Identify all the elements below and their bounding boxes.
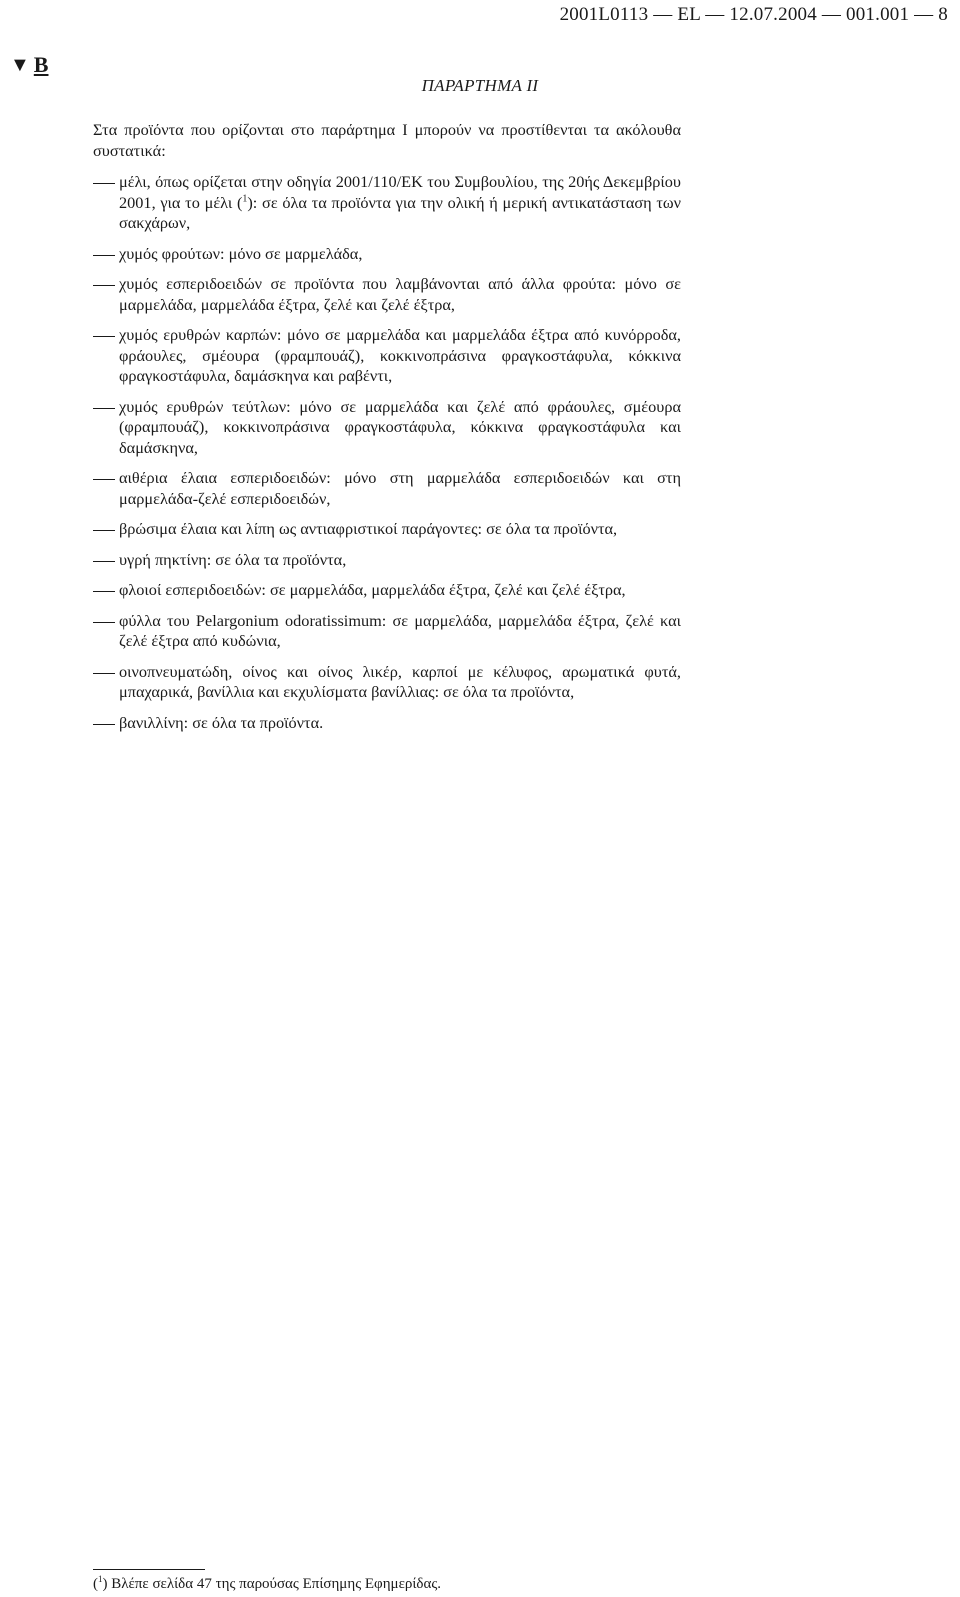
list-item-text-part: μέλι, όπως ορίζεται στην οδηγία 2001/110/ΕΚ του Συμβουλίου, της 20ής Δεκεμβρίου 2001, για το μέλι ( (119, 172, 681, 212)
list-item-text-part: βρώσιμα έλαια και λίπη ως αντιαφριστικοί παράγοντες: σε όλα τα προϊόντα, (119, 519, 618, 538)
list-item-text-part: υγρή πηκτίνη: σε όλα τα προϊόντα, (119, 549, 347, 569)
list-item-text (119, 580, 681, 601)
list-item-text-part: ): σε όλα τα προϊόντα για την ολική ή μερική αντικατάσταση των σακχάρων, (119, 192, 681, 232)
separator-dash: — (914, 4, 939, 25)
list-item-text (119, 325, 681, 387)
list-item-text-part: φλοιοί εσπεριδοειδών: σε μαρμελάδα, μαρμελάδα έξτρα, ζελέ και ζελέ έξτρα, (119, 580, 626, 599)
list-item-text (119, 519, 681, 540)
doc-id: 2001L0113 (559, 4, 649, 25)
list-item (93, 611, 681, 652)
amendment-marker (10, 52, 48, 78)
list-item (93, 172, 681, 234)
list-item-text-part: χυμός φρούτων: μόνο σε μαρμελάδα, (119, 243, 363, 263)
em-dash-bullet (93, 591, 115, 592)
separator-dash: — (705, 4, 730, 25)
list-item (93, 580, 681, 601)
em-dash-bullet (93, 255, 115, 256)
list-item (93, 519, 681, 540)
em-dash-bullet (93, 183, 115, 184)
list-item-text (119, 397, 681, 459)
em-dash-bullet (93, 673, 115, 674)
list-item-text-part: αιθέρια έλαια εσπεριδοειδών: μόνο στη μαρμελάδα εσπεριδοειδών και στη μαρμελάδα-ζελέ εσπεριδοειδών, (119, 468, 681, 508)
em-dash-bullet (93, 724, 115, 725)
list-item-text-part: χυμός ερυθρών τεύτλων: μόνο σε μαρμελάδα και ζελέ από φράουλες, σμέουρα (φραμπουάζ), κοκκινοπράσινα φραγκοστάφυλα, κόκκινα φραγκοστάφυλα και δαμάσκηνα, (119, 396, 681, 457)
list-item (93, 713, 681, 734)
doc-date: 12.07.2004 (729, 4, 817, 25)
em-dash-bullet (93, 479, 115, 480)
list-item-text (119, 611, 681, 652)
em-dash-bullet (93, 408, 115, 409)
list-item-text-part: χυμός ερυθρών καρπών: μόνο σε μαρμελάδα και μαρμελάδα έξτρα από κυνόρροδα, φράουλες, σμέουρα (φραμπουάζ), κοκκινοπράσινα φραγκοστάφυλα, κόκκινα φραγκοστάφυλα, δαμάσκηνα και ραβέντι, (119, 325, 681, 385)
list-item-text (119, 550, 681, 571)
list-item-text-part: φύλλα του Pelargonium odoratissimum: σε μαρμελάδα, μαρμελάδα έξτρα, ζελέ και ζελέ έξτρα από κυδώνια, (119, 610, 681, 650)
separator-dash: — (653, 4, 678, 25)
page-header (560, 4, 948, 26)
amendment-marker-label: B (33, 52, 49, 77)
list-item-text (119, 468, 681, 509)
doc-language: EL (677, 4, 701, 25)
footnote-marker: ($^1$) (93, 1574, 108, 1592)
list-item-text (119, 713, 681, 734)
em-dash-bullet (93, 336, 115, 337)
triangle-down-icon: ▼ (10, 53, 30, 76)
footnote-reference: 1 (242, 193, 248, 205)
doc-version: 001.001 (846, 4, 910, 25)
list-item-text (119, 172, 681, 234)
footnote (93, 1574, 441, 1593)
list-item-text (119, 662, 681, 703)
list-item-text (119, 274, 681, 315)
list-item (93, 468, 681, 509)
annex-body (93, 120, 681, 743)
list-item (93, 244, 681, 265)
list-item (93, 274, 681, 315)
footnote-text: Βλέπε σελίδα 47 της παρούσας Επίσημης Εφημερίδας. (111, 1576, 442, 1592)
list-item (93, 550, 681, 571)
em-dash-bullet (93, 285, 115, 286)
list-item (93, 397, 681, 459)
separator-dash: — (821, 4, 847, 25)
list-item (93, 325, 681, 387)
annex-intro: Στα προϊόντα που ορίζονται στο παράρτημα I μπορούν να προστίθενται τα ακόλουθα συστατικά: (93, 120, 681, 160)
list-item-text-part: χυμός εσπεριδοειδών σε προϊόντα που λαμβάνονται από άλλα φρούτα: μόνο σε μαρμελάδα, μαρμελάδα έξτρα, ζελέ και ζελέ έξτρα, (119, 274, 681, 314)
em-dash-bullet (93, 622, 115, 623)
list-item-text-part: βανιλλίνη: σε όλα τα προϊόντα. (119, 712, 324, 732)
list-item (93, 662, 681, 703)
annex-title: ΠΑΡΑΡΤΗΜΑ II (421, 76, 539, 95)
page-number: 8 (938, 4, 948, 25)
list-item-text-part: οινοπνευματώδη, οίνος και οίνος λικέρ, καρποί με κέλυφος, αρωματικά φυτά, μπαχαρικά, βανίλλια και εκχυλίσματα βανίλλιας: σε όλα τα προϊόντα, (119, 661, 681, 701)
em-dash-bullet (93, 561, 115, 562)
em-dash-bullet (93, 530, 115, 531)
footnote-rule (93, 1569, 205, 1570)
list-item-text (119, 244, 681, 265)
ingredient-list (93, 172, 681, 733)
